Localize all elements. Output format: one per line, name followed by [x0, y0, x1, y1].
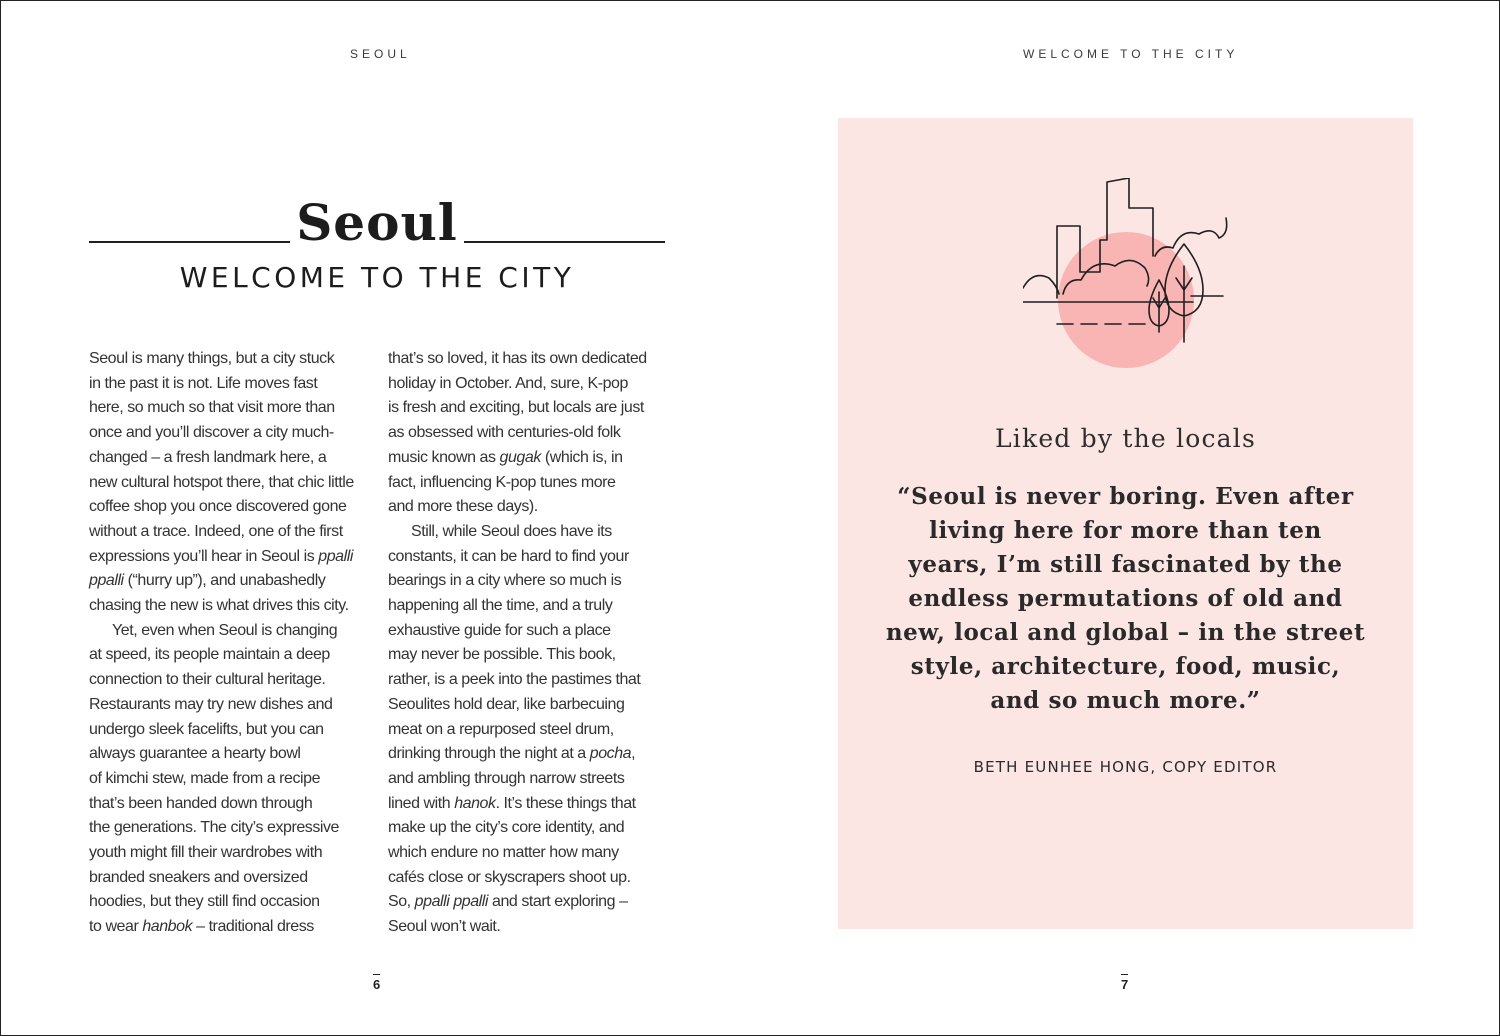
body-text: as obsessed with centuries-old folk: [388, 424, 621, 442]
body-line: [89, 816, 369, 841]
body-text: that’s so loved, it has its own dedicated: [388, 350, 647, 367]
body-line: [388, 742, 668, 767]
body-line: [89, 347, 369, 372]
body-text: (“hurry up”), and unabashedly: [123, 572, 326, 590]
body-line: [388, 545, 668, 570]
body-line: [388, 372, 668, 397]
body-line: [388, 866, 668, 891]
body-line: [89, 545, 369, 570]
body-text: new cultural hotspot there, that chic little: [89, 473, 354, 491]
body-text: without a trace. Indeed, one of the first: [89, 522, 343, 540]
body-line: [89, 594, 369, 619]
body-text: connection to their cultural heritage.: [89, 671, 326, 689]
quote-attribution: BETH EUNHEE HONG, COPY EDITOR: [973, 758, 1278, 776]
body-line: [388, 495, 668, 520]
body-text: to wear: [89, 918, 143, 936]
sun-circle: [1058, 232, 1194, 368]
body-text: undergo sleek facelifts, but you can: [89, 720, 324, 738]
body-line: [89, 866, 369, 891]
body-text: of kimchi stew, made from a recipe: [89, 769, 321, 787]
body-text: here, so much so that visit more than: [89, 399, 335, 417]
body-line: [388, 569, 668, 594]
body-text: So,: [388, 893, 415, 911]
body-text: lined with: [388, 794, 455, 812]
body-text: the generations. The city’s expressive: [89, 819, 340, 837]
body-column-left: [89, 347, 369, 940]
body-line: [388, 520, 668, 545]
body-text: make up the city’s core identity, and: [388, 819, 625, 837]
body-line: [89, 619, 369, 644]
italic-term: ppalli ppalli: [414, 893, 488, 911]
body-text: holiday in October. And, sure, K-pop: [388, 374, 628, 392]
italic-term: gugak: [499, 448, 541, 466]
body-line: [388, 471, 668, 496]
body-text: expressions you’ll hear in Seoul is: [89, 547, 319, 565]
body-text: ,: [631, 745, 636, 763]
body-line: [388, 816, 668, 841]
body-text: is fresh and exciting, but locals are just: [388, 399, 644, 417]
body-text: at speed, its people maintain a deep: [89, 646, 330, 664]
body-line: [388, 446, 668, 471]
body-line: [89, 495, 369, 520]
right-running-head: WELCOME TO THE CITY: [1023, 47, 1239, 61]
body-text: that’s been handed down through: [89, 794, 313, 812]
body-text: rather, is a peek into the pastimes that: [388, 671, 641, 689]
quote-line: living here for more than ten: [929, 517, 1322, 544]
body-line: [89, 396, 369, 421]
body-text: Seoul won’t wait.: [388, 918, 501, 936]
body-text: . It’s these things that: [495, 794, 636, 812]
body-text: and start exploring –: [488, 893, 628, 911]
body-text: Seoul is many things, but a city stuck: [89, 350, 335, 367]
body-line: [388, 915, 668, 940]
body-text: chasing the new is what drives this city.: [89, 597, 349, 615]
italic-term: ppalli: [89, 572, 124, 590]
city-skyline-sun-icon: [1023, 178, 1233, 378]
italic-term: ppalli: [318, 547, 353, 565]
page-number-left: 6: [373, 977, 381, 992]
body-line: [388, 767, 668, 792]
quote-line: endless permutations of old and: [908, 585, 1343, 612]
page-title: [89, 193, 665, 253]
body-line: [89, 767, 369, 792]
body-text: Yet, even when Seoul is changing: [112, 621, 338, 639]
body-text: may never be possible. This book,: [388, 646, 616, 664]
quote-panel: [838, 118, 1413, 929]
quote-line: and so much more.”: [990, 687, 1261, 714]
quote-line: years, I’m still fascinated by the: [908, 551, 1343, 578]
quote-heading: Liked by the locals: [994, 424, 1257, 453]
body-line: [89, 643, 369, 668]
body-line: [89, 718, 369, 743]
body-text: (which is, in: [540, 448, 623, 466]
body-line: [89, 915, 369, 940]
body-line: [388, 841, 668, 866]
body-line: [388, 890, 668, 915]
body-line: [89, 569, 369, 594]
body-text: constants, it can be hard to find your: [388, 547, 629, 565]
quote-line: “Seoul is never boring. Even after: [897, 483, 1354, 510]
italic-term: pocha: [589, 745, 632, 763]
body-line: [388, 693, 668, 718]
body-text: Seoulites hold dear, like barbecuing: [388, 695, 625, 713]
page-subtitle: WELCOME TO THE CITY: [179, 261, 575, 294]
body-text: happening all the time, and a truly: [388, 597, 613, 615]
body-text: – traditional dress: [192, 918, 314, 936]
body-text: fact, influencing K-pop tunes more: [388, 473, 616, 491]
body-line: [89, 742, 369, 767]
italic-term: hanok: [454, 794, 496, 812]
body-line: [89, 372, 369, 397]
body-line: [89, 792, 369, 817]
body-text: exhaustive guide for such a place: [388, 621, 611, 639]
body-line: [89, 693, 369, 718]
body-text: which endure no matter how many: [388, 844, 619, 862]
italic-term: hanbok: [142, 918, 193, 936]
title-block: [89, 193, 665, 303]
quote-text: [878, 480, 1373, 718]
body-line: [388, 594, 668, 619]
quote-line: new, local and global – in the street: [885, 619, 1366, 646]
body-line: [388, 347, 668, 372]
body-text: meat on a repurposed steel drum,: [388, 720, 614, 738]
body-line: [388, 643, 668, 668]
body-line: [388, 396, 668, 421]
body-text: and ambling through narrow streets: [388, 769, 625, 787]
body-text: always guarantee a hearty bowl: [89, 745, 301, 763]
quote-line: style, architecture, food, music,: [910, 653, 1341, 680]
body-text: bearings in a city where so much is: [388, 572, 622, 590]
body-text: hoodies, but they still find occasion: [89, 893, 320, 911]
body-text: Restaurants may try new dishes and: [89, 695, 333, 713]
body-text: youth might fill their wardrobes with: [89, 844, 323, 862]
body-line: [388, 792, 668, 817]
body-text: in the past it is not. Life moves fast: [89, 374, 318, 392]
body-text: coffee shop you once discovered gone: [89, 498, 347, 516]
body-line: [388, 619, 668, 644]
body-line: [89, 890, 369, 915]
body-line: [388, 421, 668, 446]
body-text: once and you’ll discover a city much-: [89, 424, 334, 442]
body-text: music known as: [388, 448, 500, 466]
body-text: and more these days).: [388, 498, 538, 516]
body-text: drinking through the night at a: [388, 745, 590, 763]
body-line: [89, 446, 369, 471]
body-text: cafés close or skyscrapers shoot up.: [388, 868, 631, 886]
body-text: changed – a fresh landmark here, a: [89, 448, 327, 466]
body-line: [89, 841, 369, 866]
body-text: Still, while Seoul does have its: [411, 522, 612, 540]
body-line: [388, 718, 668, 743]
body-line: [89, 520, 369, 545]
body-text: branded sneakers and oversized: [89, 868, 308, 886]
body-line: [89, 471, 369, 496]
body-line: [89, 668, 369, 693]
body-line: [89, 421, 369, 446]
left-running-head: SEOUL: [350, 47, 411, 61]
page-number-right: 7: [1121, 977, 1129, 992]
body-line: [388, 668, 668, 693]
page-title-text: Seoul: [290, 193, 464, 252]
body-column-right: [388, 347, 668, 940]
